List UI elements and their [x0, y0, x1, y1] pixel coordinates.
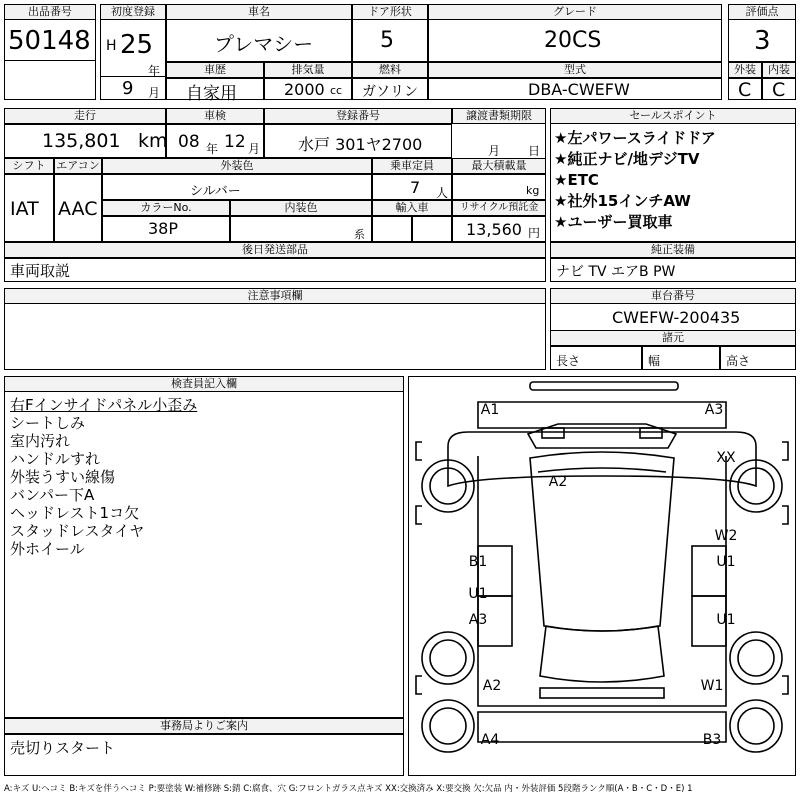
capacity-value: 7 — [410, 178, 421, 197]
sales-points-label: セールスポイント — [550, 108, 796, 124]
grade-label: グレード — [428, 4, 722, 20]
inspector-item: 外装うすい線傷 — [10, 468, 116, 486]
chassis-label: 車台番号 — [550, 288, 796, 304]
inspection-year-unit: 年 — [206, 142, 219, 156]
later-parts-label: 後日発送部品 — [4, 242, 546, 258]
score-label: 評価点 — [728, 4, 796, 20]
damage-mark: A2 — [482, 678, 502, 694]
notes-label: 注意事項欄 — [4, 288, 546, 304]
genuine-value: ナビ TV エアB PW — [556, 264, 676, 280]
sales-point-item: ★社外15インチAW — [554, 192, 691, 210]
ac-label: エアコン — [54, 158, 102, 174]
interior-color-label: 内装色 — [230, 200, 372, 216]
car-name-label: 車名 — [166, 4, 352, 20]
recycle-unit: 円 — [528, 226, 541, 240]
inspector-item: 室内汚れ — [10, 432, 71, 450]
width-label: 幅 — [648, 354, 661, 368]
sales-point-item: ★純正ナビ/地デジTV — [554, 150, 700, 168]
door-label: ドア形状 — [352, 4, 428, 20]
door-value: 5 — [380, 28, 394, 53]
inspector-label: 検査員記入欄 — [4, 376, 404, 392]
damage-mark: W1 — [700, 678, 724, 694]
shift-label: シフト — [4, 158, 54, 174]
damage-mark: A2 — [548, 474, 568, 490]
exterior-grade: C — [738, 79, 752, 101]
color-no-value: 38P — [148, 219, 179, 238]
first-reg-month: 9 — [122, 78, 134, 99]
plate-label: 登録番号 — [264, 108, 452, 124]
recycle-value: 13,560 — [466, 220, 522, 239]
sales-point-item: ★ユーザー買取車 — [554, 213, 673, 231]
first-reg-label: 初度登録 — [100, 4, 166, 20]
sales-point-item: ★ETC — [554, 171, 599, 189]
load-label: 最大積載量 — [452, 158, 546, 174]
first-reg-year: 25 — [120, 30, 154, 60]
inspector-item: ハンドルすれ — [10, 450, 101, 468]
inspector-item: ヘッドレスト1コ欠 — [10, 504, 140, 522]
transfer-month: 月 — [488, 144, 501, 158]
capacity-label: 乗車定員 — [372, 158, 452, 174]
year-unit: 年 — [148, 64, 161, 78]
damage-mark: A3 — [704, 402, 724, 418]
interior-label: 内装 — [762, 62, 796, 78]
inspection-label: 車検 — [166, 108, 264, 124]
mileage-label: 走行 — [4, 108, 166, 124]
sales-points-list — [554, 128, 716, 233]
car-name: プレマシー — [214, 32, 314, 56]
color-value: シルバー — [190, 184, 241, 199]
capacity-unit: 人 — [436, 186, 449, 200]
chassis-value: CWEFW-200435 — [612, 308, 741, 327]
inspector-item: バンパー下A — [10, 486, 95, 504]
inspection-year: 08 — [178, 132, 200, 152]
mileage-value: 135,801 — [42, 130, 121, 152]
damage-mark: U1 — [716, 554, 736, 570]
transfer-label: 譲渡書類期限 — [452, 108, 546, 124]
history-label: 車歴 — [166, 62, 264, 78]
inspector-item: シートしみ — [10, 414, 86, 432]
inspector-item: 外ホイール — [10, 540, 85, 558]
length-label: 長さ — [556, 354, 581, 368]
inspector-list — [10, 396, 197, 558]
interior-grade: C — [772, 79, 786, 101]
damage-mark: B3 — [702, 732, 722, 748]
model-label: 型式 — [428, 62, 722, 78]
plate-value: 水戸 301ヤ2700 — [298, 135, 423, 154]
import-label: 輸入車 — [372, 200, 452, 216]
era-prefix: H — [106, 38, 117, 54]
mileage-unit: km — [138, 130, 168, 152]
lot-number: 50148 — [8, 26, 91, 56]
legend-text: A:キズ U:ヘコミ B:キズを伴うヘコミ P:要塗装 W:補修跡 S:錆 C:腐食、穴 G:フロントガラス点キズ XX:交換済み X:要交換 欠:欠品 内・外装評価 5段階ランク順(A・B・C・D・E) 1 — [4, 784, 693, 794]
displacement-value: 2000 — [284, 80, 325, 99]
ac-value: AAC — [58, 198, 98, 220]
genuine-label: 純正装備 — [550, 242, 796, 258]
damage-mark: A4 — [480, 732, 500, 748]
height-label: 高さ — [726, 354, 751, 368]
damage-mark: B1 — [468, 554, 488, 570]
inspector-item: 右Fインサイドパネル小歪み — [10, 396, 198, 414]
sales-point-item: ★左パワースライドドア — [554, 129, 716, 147]
damage-mark: U1 — [716, 612, 736, 628]
history-value: 自家用 — [186, 84, 237, 104]
grade-value: 20CS — [544, 28, 602, 53]
damage-mark: W2 — [714, 528, 738, 544]
lot-label: 出品番号 — [4, 4, 96, 20]
office-value: 売切りスタート — [10, 739, 116, 757]
displacement-label: 排気量 — [264, 62, 352, 78]
interior-color-unit: 系 — [354, 228, 365, 241]
office-label: 事務局よりご案内 — [4, 718, 404, 734]
exterior-label: 外装 — [728, 62, 762, 78]
fuel-label: 燃料 — [352, 62, 428, 78]
later-parts-value: 車両取説 — [10, 262, 71, 280]
score-value: 3 — [754, 26, 771, 56]
color-label: 外装色 — [102, 158, 372, 174]
damage-mark: XX — [716, 450, 736, 466]
inspection-month-unit: 月 — [248, 142, 261, 156]
model-value: DBA-CWEFW — [528, 80, 630, 99]
transfer-day: 日 — [528, 144, 541, 158]
inspection-month: 12 — [224, 132, 246, 152]
damage-mark: U1 — [468, 586, 488, 602]
displacement-unit: cc — [330, 84, 343, 97]
color-no-label: カラーNo. — [102, 200, 230, 216]
recycle-label: リサイクル預託金 — [452, 200, 546, 216]
fuel-value: ガソリン — [362, 84, 418, 100]
inspector-item: スタッドレスタイヤ — [10, 522, 145, 540]
car-diagram — [408, 376, 796, 776]
damage-mark: A1 — [480, 402, 500, 418]
load-unit: kg — [526, 184, 540, 197]
damage-mark: A3 — [468, 612, 488, 628]
shift-value: IAT — [10, 198, 39, 220]
dims-label: 諸元 — [550, 330, 796, 346]
month-unit: 月 — [148, 86, 161, 100]
